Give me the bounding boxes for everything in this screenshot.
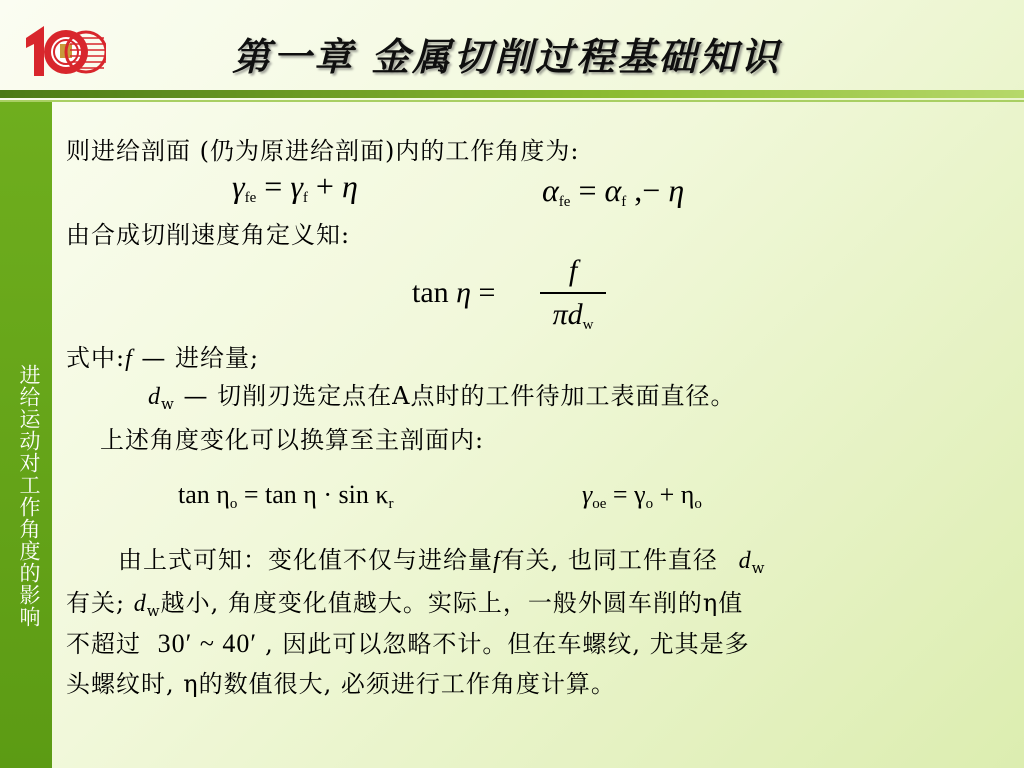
paragraph-line-3: 不超过 30′ ~ 40′ , 因此可以忽略不计。但在车螺纹, 尤其是多: [66, 629, 750, 658]
fraction-denominator: $\pi d_w$: [552, 298, 594, 333]
equation-alpha-fe: $\alpha_{fe} = \alpha_f$ ,− η: [542, 172, 685, 210]
conversion-intro: 上述角度变化可以换算至主剖面内:: [100, 426, 485, 454]
sidebar: [0, 102, 52, 768]
university-logo: [22, 20, 106, 80]
paragraph-line-4: 头螺纹时, η的数值很大, 必须进行工作角度计算。: [66, 670, 616, 698]
fraction-numerator: f: [568, 254, 578, 287]
definition-dw: $d_w$ — 切削刃选定点在A点时的工件待加工表面直径。: [148, 382, 736, 413]
sidebar-label: 进给运动对工作角度的影响: [17, 364, 41, 628]
paragraph-line-1: 由上式可知：变化值不仅与进给量f有关, 也同工件直径 $d_w$: [118, 546, 766, 577]
slide-title: 第一章 金属切削过程基础知识: [232, 34, 782, 79]
equation-gamma-oe: $\gamma_{oe} = \gamma_o + \eta_o$: [582, 480, 702, 512]
definition-f: 式中:f — 进给量;: [66, 344, 260, 372]
equation-tan-eta: tan η =: [412, 276, 496, 309]
fraction-bar: [540, 292, 606, 294]
paragraph-line-2: 有关; $d_w$越小, 角度变化值越大。实际上，一般外圆车削的η值: [66, 589, 744, 620]
header-divider-thin: [0, 100, 1024, 102]
header-divider: [0, 90, 1024, 98]
fraction-f-over-pi-dw: [540, 254, 606, 334]
intro-text: 则进给剖面 (仍为原进给剖面)内的工作角度为:: [66, 137, 580, 165]
equation-tan-eta-o: $\tan \eta_o = \tan \eta \cdot \sin \kappa_r$: [178, 480, 394, 512]
equation-gamma-fe: $\gamma_{fe} = \gamma_f + \eta$: [232, 168, 358, 206]
definition-intro: 由合成切削速度角定义知:: [66, 221, 351, 249]
